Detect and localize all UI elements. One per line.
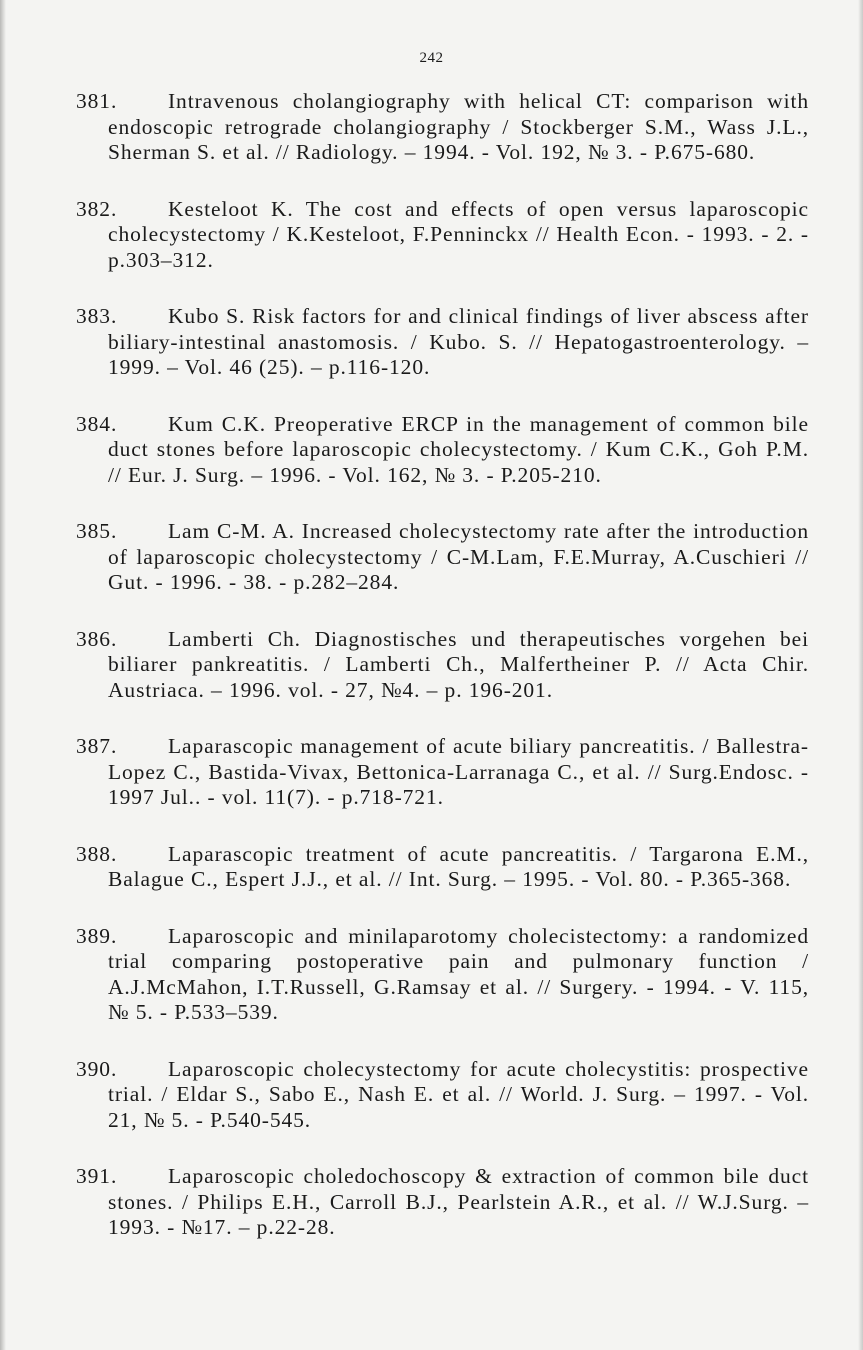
- reference-text: Intravenous cholangiography with helical CT: comparison with endoscopic retrograde cholangiography / Stockberger S.M., Wass J.L., Sherman S. et al. // Radiology. – 1994. - Vol. 192, № 3. - P.675-680.: [108, 89, 809, 164]
- reference-item: [76, 412, 809, 489]
- reference-text: Kum C.K. Preoperative ERCP in the management of common bile duct stones before laparoscopic cholecystectomy. / Kum C.K., Goh P.M. // Eur. J. Surg. – 1996. - Vol. 162, № 3. - P.205-210.: [108, 411, 809, 487]
- reference-text: Lamberti Ch. Diagnostisches und therapeutisches vorgehen bei biliarer pankreatitis. / Lamberti Ch., Malfertheiner P. // Acta Chir. Austriaca. – 1996. vol. - 27, №4. – p. 196-201.: [108, 626, 809, 702]
- reference-list: [76, 89, 809, 1266]
- reference-text: Kubo S. Risk factors for and clinical findings of liver abscess after biliary-intestinal anastomosis. / Kubo. S. // Hepatogastroenterology. – 1999. – Vol. 46 (25). – p.116-120.: [108, 304, 809, 379]
- reference-item: [76, 627, 809, 704]
- reference-item: [76, 89, 809, 166]
- reference-item: [76, 519, 809, 596]
- reference-item: [76, 924, 809, 1026]
- reference-text: Laparoscopic choledochoscopy & extraction of common bile duct stones. / Philips E.H., Carroll B.J., Pearlstein A.R., et al. // W.J.Surg. – 1993. - №17. – p.22-28.: [108, 1164, 809, 1239]
- reference-text: Kesteloot K. The cost and effects of open versus laparoscopic cholecystectomy / K.Kesteloot, F.Penninckx // Health Econ. - 1993. - 2. - p.303–312.: [108, 196, 809, 272]
- reference-item: [76, 1057, 809, 1134]
- reference-text: Laparascopic management of acute biliary pancreatitis. / Ballestra-Lopez C., Bastida-Vivax, Bettonica-Larranaga C., et al. // Surg.Endosc. - 1997 Jul.. - vol. 11(7). - p.718-721.: [108, 734, 809, 809]
- reference-text: Laparoscopic cholecystectomy for acute cholecystitis: prospective trial. / Eldar S., Sabo E., Nash E. et al. // World. J. Surg. – 1997. - Vol. 21, № 5. - P.540-545.: [108, 1056, 809, 1132]
- reference-number: 388.: [76, 841, 118, 866]
- scan-edge-left: [0, 0, 6, 1350]
- reference-number: 381.: [76, 89, 118, 113]
- reference-item: [76, 734, 809, 811]
- reference-text: Laparascopic treatment of acute pancreatitis. / Targarona E.M., Balague C., Espert J.J., et al. // Int. Surg. – 1995. - Vol. 80. - P.365-368.: [108, 841, 809, 891]
- page-number: 242: [419, 50, 444, 66]
- reference-item: [76, 304, 809, 381]
- reference-number: 387.: [76, 734, 118, 758]
- reference-number: 384.: [76, 411, 118, 436]
- scan-edge-right: [858, 0, 863, 1350]
- reference-number: 390.: [76, 1056, 118, 1081]
- reference-number: 382.: [76, 196, 118, 221]
- reference-item: [76, 842, 809, 893]
- reference-item: [76, 1164, 809, 1241]
- reference-number: 389.: [76, 923, 118, 948]
- reference-number: 385.: [76, 519, 118, 543]
- reference-text: Lam C-M. A. Increased cholecystectomy rate after the introduction of laparoscopic cholecystectomy / C-M.Lam, F.E.Murray, A.Cuschieri // Gut. - 1996. - 38. - p.282–284.: [108, 519, 809, 594]
- reference-item: [76, 197, 809, 274]
- reference-number: 386.: [76, 626, 118, 651]
- reference-number: 383.: [76, 304, 118, 328]
- reference-text: Laparoscopic and minilaparotomy cholecistectomy: a randomized trial comparing postoperative pain and pulmonary function / A.J.McMahon, I.T.Russell, G.Ramsay et al. // Surgery. - 1994. - V. 115, № 5. - P.533–539.: [108, 923, 809, 1024]
- reference-number: 391.: [76, 1164, 118, 1188]
